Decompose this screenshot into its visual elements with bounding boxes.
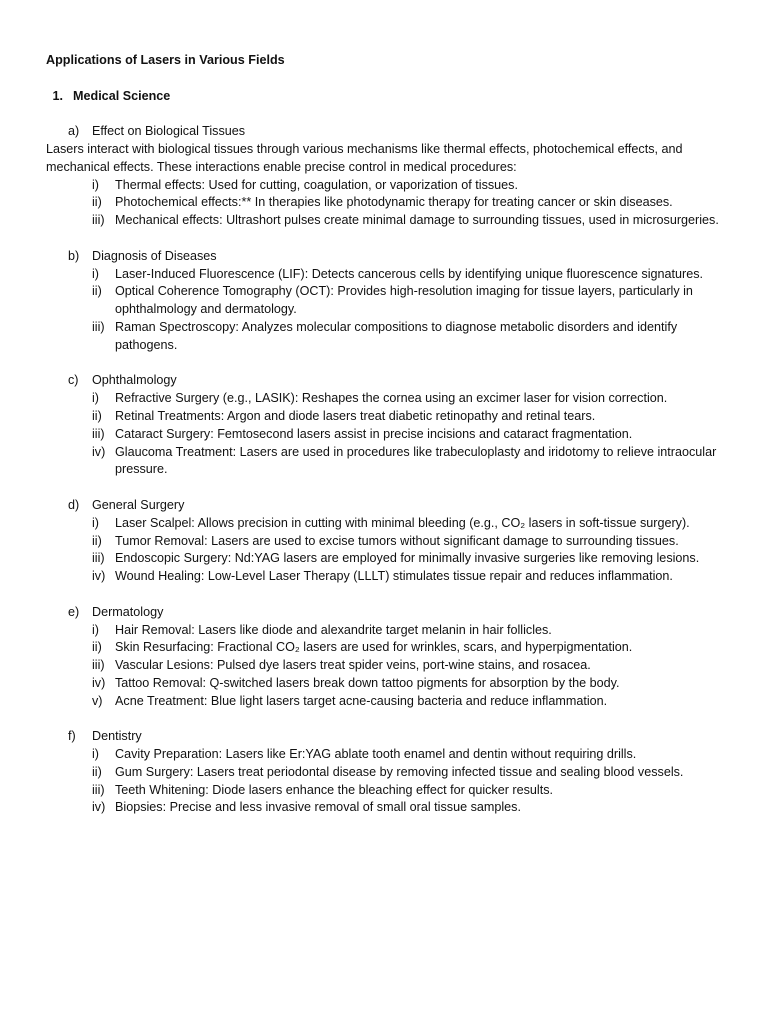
list-item bbox=[46, 675, 736, 693]
section-number: 1. bbox=[52, 88, 63, 103]
list-item-text: Gum Surgery: Lasers treat periodontal disease by removing infected tissue and sealing blood vessels. bbox=[115, 764, 684, 779]
list-item-marker: iv) bbox=[92, 800, 106, 815]
list-item bbox=[46, 657, 736, 675]
list-item-text: Laser-Induced Fluorescence (LIF): Detects cancerous cells by identifying unique fluorescence signatures. bbox=[115, 266, 704, 281]
list-item bbox=[46, 746, 736, 764]
subsection bbox=[46, 497, 736, 586]
list-item-marker: iv) bbox=[92, 444, 106, 459]
list-item-text: Skin Resurfacing: Fractional CO₂ lasers are used for wrinkles, scars, and hyperpigmentation. bbox=[115, 640, 633, 655]
list-item-marker: iv) bbox=[92, 569, 106, 584]
list-item-marker: ii) bbox=[92, 284, 102, 299]
list-item-marker: ii) bbox=[92, 764, 102, 779]
subsection-title: Diagnosis of Diseases bbox=[92, 248, 217, 263]
list-item-text: Acne Treatment: Blue light lasers target acne-causing bacteria and reduce inflammation. bbox=[115, 693, 608, 708]
list-item bbox=[46, 550, 736, 568]
list-item bbox=[46, 764, 736, 782]
subsection-title: Ophthalmology bbox=[92, 373, 177, 388]
list-item-marker: iii) bbox=[92, 426, 105, 441]
subsection-heading bbox=[46, 372, 736, 390]
subsection bbox=[46, 248, 736, 355]
item-list bbox=[46, 390, 736, 479]
list-item bbox=[46, 622, 736, 640]
subsection bbox=[46, 604, 736, 711]
subsection-marker: e) bbox=[68, 604, 80, 619]
subsection-marker: f) bbox=[68, 729, 76, 744]
list-item-marker: i) bbox=[92, 266, 99, 281]
subsection-marker: d) bbox=[68, 497, 80, 512]
list-item-text: Mechanical effects: Ultrashort pulses create minimal damage to surrounding tissues, used in microsurgeries. bbox=[115, 213, 719, 228]
list-item-marker: iii) bbox=[92, 551, 105, 566]
list-item-text: Refractive Surgery (e.g., LASIK): Reshapes the cornea using an excimer laser for vision correction. bbox=[115, 391, 668, 406]
subsection-heading bbox=[46, 728, 736, 746]
subsection bbox=[46, 728, 736, 817]
list-item bbox=[46, 426, 736, 444]
list-item-marker: ii) bbox=[92, 195, 102, 210]
list-item-marker: i) bbox=[92, 515, 99, 530]
list-item-text: Vascular Lesions: Pulsed dye lasers treat spider veins, port-wine stains, and rosacea. bbox=[115, 658, 591, 673]
subsection-marker: a) bbox=[68, 123, 80, 138]
list-item-marker: iv) bbox=[92, 675, 106, 690]
list-item-text: Tumor Removal: Lasers are used to excise tumors without significant damage to surrounding tissues. bbox=[115, 533, 679, 548]
subsection-marker: b) bbox=[68, 248, 80, 263]
section-title: Medical Science bbox=[73, 88, 171, 103]
list-item bbox=[46, 319, 736, 355]
list-item-text: Laser Scalpel: Allows precision in cutting with minimal bleeding (e.g., CO₂ lasers in soft-tissue surgery). bbox=[115, 515, 690, 530]
list-item-marker: i) bbox=[92, 391, 99, 406]
subsection-list bbox=[46, 123, 736, 817]
item-list bbox=[46, 746, 736, 817]
list-item-marker: iii) bbox=[92, 658, 105, 673]
list-item-marker: i) bbox=[92, 747, 99, 762]
list-item bbox=[46, 212, 736, 230]
list-item-text: Retinal Treatments: Argon and diode lasers treat diabetic retinopathy and retinal tears. bbox=[115, 408, 596, 423]
list-item-text: Optical Coherence Tomography (OCT): Provides high-resolution imaging for tissue layers, particularly in ophthalmology and dermatology. bbox=[115, 284, 693, 317]
list-item-text: Thermal effects: Used for cutting, coagulation, or vaporization of tissues. bbox=[115, 177, 518, 192]
list-item-marker: ii) bbox=[92, 408, 102, 423]
list-item-text: Raman Spectroscopy: Analyzes molecular compositions to diagnose metabolic disorders and identify pathogens. bbox=[115, 319, 678, 352]
list-item-text: Cavity Preparation: Lasers like Er:YAG ablate tooth enamel and dentin without requiring drills. bbox=[115, 747, 637, 762]
list-item-text: Biopsies: Precise and less invasive removal of small oral tissue samples. bbox=[115, 800, 521, 815]
item-list bbox=[46, 266, 736, 355]
list-item-marker: iii) bbox=[92, 213, 105, 228]
list-item-marker: iii) bbox=[92, 319, 105, 334]
item-list bbox=[46, 177, 736, 230]
document-page bbox=[46, 52, 736, 817]
list-item-text: Photochemical effects:** In therapies like photodynamic therapy for treating cancer or skin diseases. bbox=[115, 195, 673, 210]
list-item-marker: i) bbox=[92, 622, 99, 637]
subsection-title: General Surgery bbox=[92, 497, 185, 512]
list-item bbox=[46, 266, 736, 284]
list-item-text: Hair Removal: Lasers like diode and alexandrite target melanin in hair follicles. bbox=[115, 622, 552, 637]
list-item bbox=[46, 177, 736, 195]
list-item-marker: ii) bbox=[92, 533, 102, 548]
list-item bbox=[46, 782, 736, 800]
list-item-marker: ii) bbox=[92, 640, 102, 655]
list-item bbox=[46, 533, 736, 551]
list-item-text: Endoscopic Surgery: Nd:YAG lasers are employed for minimally invasive surgeries like removing lesions. bbox=[115, 551, 700, 566]
list-item bbox=[46, 283, 736, 319]
list-item-text: Wound Healing: Low-Level Laser Therapy (LLLT) stimulates tissue repair and reduces inflammation. bbox=[115, 569, 673, 584]
subsection-marker: c) bbox=[68, 373, 79, 388]
subsection-title: Effect on Biological Tissues bbox=[92, 123, 246, 138]
section-heading bbox=[46, 88, 736, 106]
subsection bbox=[46, 123, 736, 230]
list-item bbox=[46, 799, 736, 817]
subsection-intro: Lasers interact with biological tissues through various mechanisms like thermal effects, photochemical effects, and mechanical effects. These interactions enable precise control in medical procedures: bbox=[46, 141, 683, 174]
list-item bbox=[46, 515, 736, 533]
document-title: Applications of Lasers in Various Fields bbox=[46, 53, 285, 67]
list-item-marker: v) bbox=[92, 693, 103, 708]
list-item-text: Tattoo Removal: Q-switched lasers break down tattoo pigments for absorption by the body. bbox=[115, 675, 620, 690]
list-item bbox=[46, 390, 736, 408]
subsection-heading bbox=[46, 123, 736, 141]
item-list bbox=[46, 622, 736, 711]
list-item bbox=[46, 693, 736, 711]
list-item-marker: iii) bbox=[92, 782, 105, 797]
subsection-heading bbox=[46, 604, 736, 622]
subsection-title: Dermatology bbox=[92, 604, 164, 619]
list-item bbox=[46, 568, 736, 586]
list-item-text: Teeth Whitening: Diode lasers enhance the bleaching effect for quicker results. bbox=[115, 782, 554, 797]
item-list bbox=[46, 515, 736, 586]
subsection-heading bbox=[46, 248, 736, 266]
list-item-text: Glaucoma Treatment: Lasers are used in procedures like trabeculoplasty and iridotomy to relieve intraocular pressure. bbox=[115, 444, 717, 477]
subsection-title: Dentistry bbox=[92, 729, 142, 744]
subsection bbox=[46, 372, 736, 479]
list-item bbox=[46, 408, 736, 426]
list-item bbox=[46, 444, 736, 480]
list-item-text: Cataract Surgery: Femtosecond lasers assist in precise incisions and cataract fragmentation. bbox=[115, 426, 633, 441]
list-item-marker: i) bbox=[92, 177, 99, 192]
list-item bbox=[46, 194, 736, 212]
subsection-heading bbox=[46, 497, 736, 515]
list-item bbox=[46, 639, 736, 657]
